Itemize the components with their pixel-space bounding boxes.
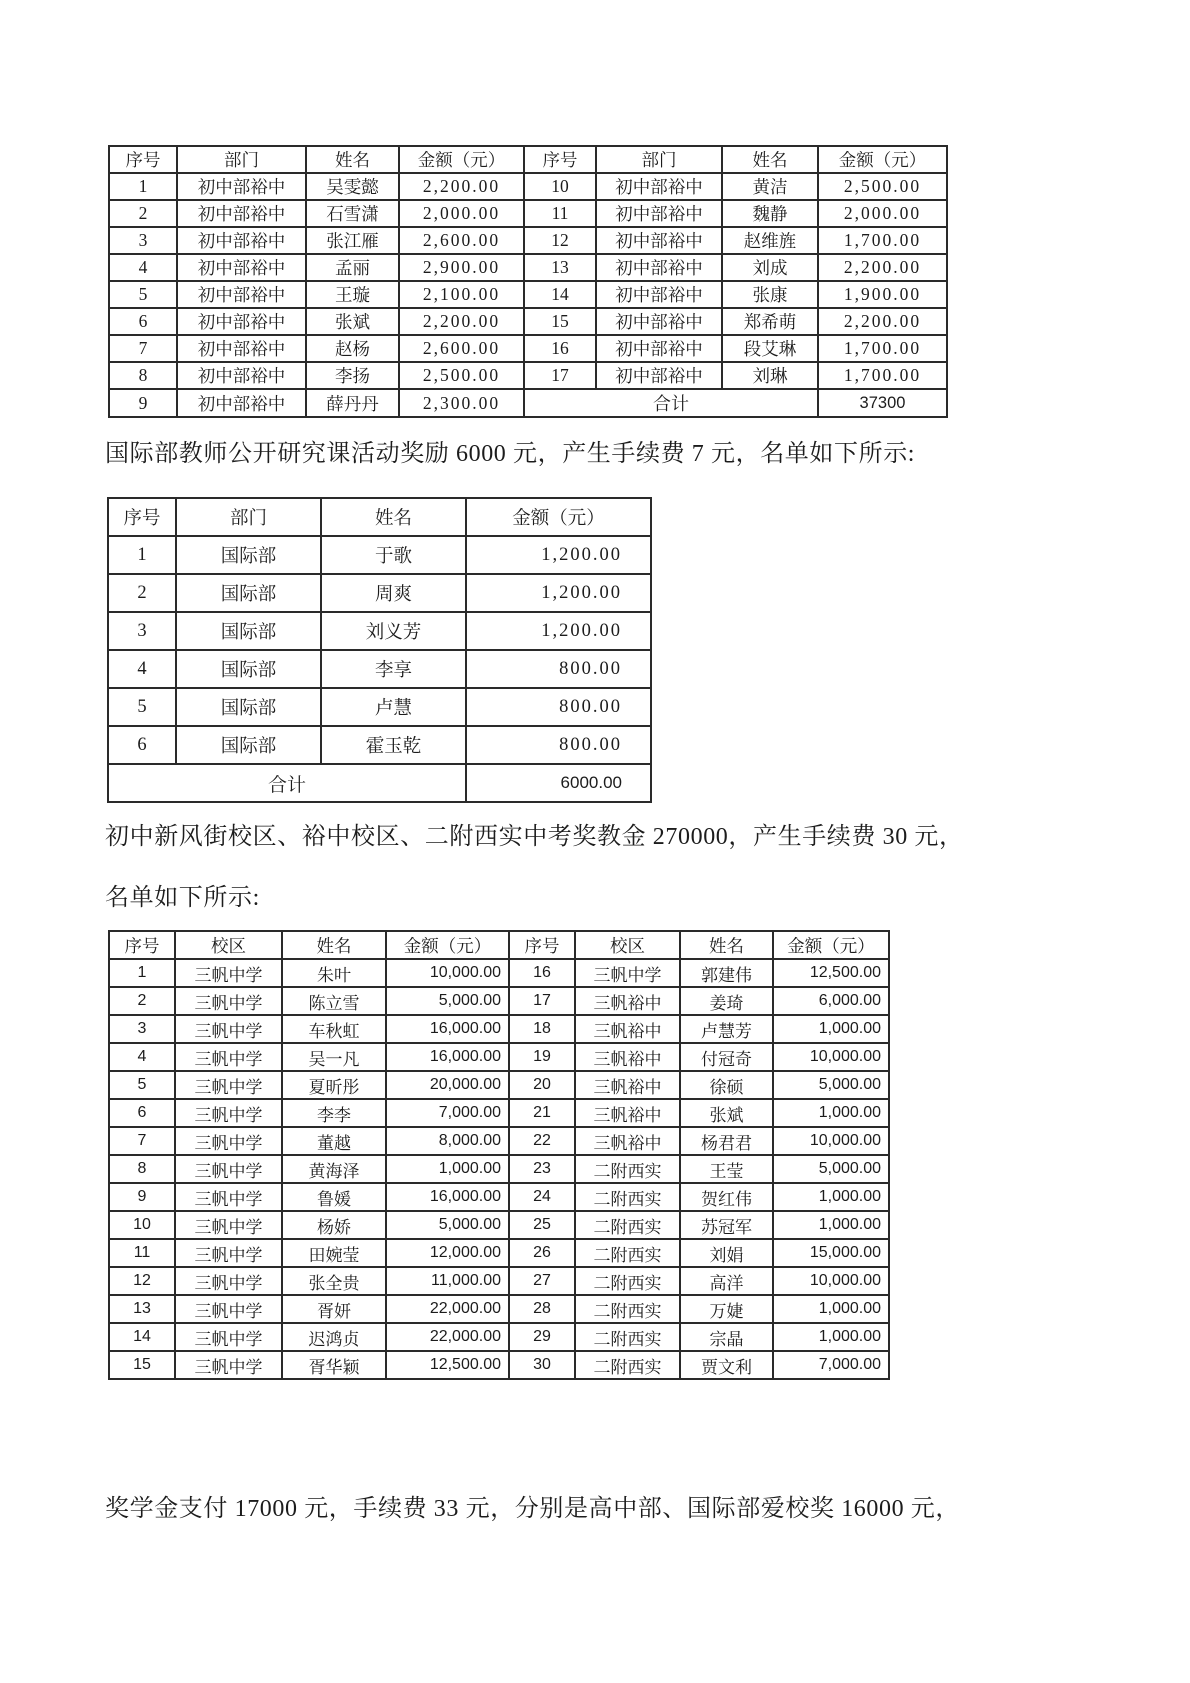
table-cell: 29 — [509, 1323, 575, 1351]
table-cell: 国际部 — [176, 536, 321, 574]
table-row — [109, 1155, 889, 1183]
table-cell: 2,000.00 — [399, 200, 524, 227]
column-header: 姓名 — [722, 146, 818, 173]
table-cell: 4 — [109, 254, 177, 281]
table-cell: 12 — [109, 1267, 175, 1295]
table-cell: 1,200.00 — [466, 574, 651, 612]
table-cell: 三帆中学 — [175, 1211, 282, 1239]
table-cell: 1,000.00 — [773, 1211, 889, 1239]
table-cell: 2,200.00 — [399, 308, 524, 335]
table-cell: 10,000.00 — [773, 1043, 889, 1071]
table-cell: 王莹 — [680, 1155, 773, 1183]
table-cell: 3 — [108, 612, 176, 650]
table-cell: 6,000.00 — [773, 987, 889, 1015]
table-cell: 16 — [524, 335, 596, 362]
table-cell: 王璇 — [306, 281, 399, 308]
table-cell: 2 — [108, 574, 176, 612]
table-cell: 5,000.00 — [773, 1155, 889, 1183]
table-cell: 27 — [509, 1267, 575, 1295]
table-cell: 15 — [524, 308, 596, 335]
table-cell: 30 — [509, 1351, 575, 1379]
table-cell: 5,000.00 — [386, 987, 509, 1015]
table-row — [109, 308, 947, 335]
table-row — [108, 726, 651, 764]
table-cell: 5 — [109, 1071, 175, 1099]
table-cell: 10,000.00 — [773, 1267, 889, 1295]
table-row — [108, 612, 651, 650]
table-cell: 吴雯懿 — [306, 173, 399, 200]
table-cell: 14 — [109, 1323, 175, 1351]
table-cell: 石雪潇 — [306, 200, 399, 227]
table-cell: 28 — [509, 1295, 575, 1323]
table-cell: 初中部裕中 — [177, 389, 306, 417]
table-cell: 姜琦 — [680, 987, 773, 1015]
total-value: 6000.00 — [466, 764, 651, 802]
table-cell: 鲁媛 — [282, 1183, 386, 1211]
table-cell: 2,900.00 — [399, 254, 524, 281]
table-cell: 车秋虹 — [282, 1015, 386, 1043]
table-row — [109, 1239, 889, 1267]
table-cell: 朱叶 — [282, 959, 386, 987]
table-cell: 2,200.00 — [818, 308, 947, 335]
table-cell: 2,100.00 — [399, 281, 524, 308]
table-cell: 20,000.00 — [386, 1071, 509, 1099]
table-cell: 迟鸿贞 — [282, 1323, 386, 1351]
table-cell: 黄海泽 — [282, 1155, 386, 1183]
table-cell: 9 — [109, 1183, 175, 1211]
table-cell: 22,000.00 — [386, 1295, 509, 1323]
paragraph-zhongkao-award-line2: 名单如下所示: — [105, 885, 260, 911]
table-cell: 1 — [108, 536, 176, 574]
table-cell: 吴一凡 — [282, 1043, 386, 1071]
table-cell: 800.00 — [466, 688, 651, 726]
table-cell: 国际部 — [176, 688, 321, 726]
table-cell: 16,000.00 — [386, 1183, 509, 1211]
table-cell: 郭建伟 — [680, 959, 773, 987]
international-dept-table — [107, 497, 652, 803]
table-row — [109, 1295, 889, 1323]
table-cell: 李李 — [282, 1099, 386, 1127]
table-cell: 三帆裕中 — [575, 987, 680, 1015]
total-label: 合计 — [524, 389, 818, 417]
table-cell: 3 — [109, 227, 177, 254]
table-cell: 2 — [109, 200, 177, 227]
table-cell: 12 — [524, 227, 596, 254]
table-cell: 1,900.00 — [818, 281, 947, 308]
table-row — [109, 389, 947, 417]
table-cell: 三帆中学 — [175, 959, 282, 987]
table-cell: 三帆中学 — [175, 1099, 282, 1127]
table-row — [108, 764, 651, 802]
table-cell: 12,000.00 — [386, 1239, 509, 1267]
column-header: 金额（元） — [386, 931, 509, 959]
table-cell: 三帆裕中 — [575, 1015, 680, 1043]
table-cell: 17 — [509, 987, 575, 1015]
table-cell: 1,000.00 — [773, 1295, 889, 1323]
table-cell: 三帆中学 — [175, 1127, 282, 1155]
column-header: 序号 — [108, 498, 176, 536]
table-cell: 5,000.00 — [386, 1211, 509, 1239]
column-header: 序号 — [109, 146, 177, 173]
table-cell: 二附西实 — [575, 1211, 680, 1239]
table-cell: 张斌 — [680, 1099, 773, 1127]
table-cell: 夏昕彤 — [282, 1071, 386, 1099]
table-row — [109, 335, 947, 362]
table-cell: 国际部 — [176, 726, 321, 764]
table-cell: 7 — [109, 335, 177, 362]
table-cell: 初中部裕中 — [596, 227, 722, 254]
table-cell: 郑希萌 — [722, 308, 818, 335]
table-cell: 26 — [509, 1239, 575, 1267]
table-cell: 14 — [524, 281, 596, 308]
table-cell: 三帆中学 — [175, 1295, 282, 1323]
table-cell: 胥妍 — [282, 1295, 386, 1323]
table-cell: 1,700.00 — [818, 362, 947, 389]
column-header: 姓名 — [680, 931, 773, 959]
table-cell: 初中部裕中 — [596, 173, 722, 200]
table-cell: 2,000.00 — [818, 200, 947, 227]
table-cell: 6 — [108, 726, 176, 764]
table-cell: 2,200.00 — [399, 173, 524, 200]
column-header: 部门 — [596, 146, 722, 173]
table-cell: 2 — [109, 987, 175, 1015]
table-cell: 21 — [509, 1099, 575, 1127]
table-cell: 1,700.00 — [818, 335, 947, 362]
table-cell: 初中部裕中 — [596, 281, 722, 308]
table-cell: 9 — [109, 389, 177, 417]
table-cell: 12,500.00 — [386, 1351, 509, 1379]
table-row — [109, 1071, 889, 1099]
column-header: 金额（元） — [773, 931, 889, 959]
table-cell: 1,000.00 — [773, 1183, 889, 1211]
table-cell: 800.00 — [466, 726, 651, 764]
table-cell: 2,500.00 — [399, 362, 524, 389]
table-cell: 20 — [509, 1071, 575, 1099]
paragraph-scholarship: 奖学金支付 17000 元，手续费 33 元，分别是高中部、国际部爱校奖 16000 元， — [105, 1496, 960, 1522]
table-cell: 1,000.00 — [773, 1099, 889, 1127]
column-header: 姓名 — [306, 146, 399, 173]
table-cell: 初中部裕中 — [596, 308, 722, 335]
table-cell: 付冠奇 — [680, 1043, 773, 1071]
table-cell: 刘琳 — [722, 362, 818, 389]
table-cell: 11,000.00 — [386, 1267, 509, 1295]
table-cell: 22,000.00 — [386, 1323, 509, 1351]
table-row — [109, 281, 947, 308]
table-cell: 16,000.00 — [386, 1015, 509, 1043]
table-cell: 贾文利 — [680, 1351, 773, 1379]
table-cell: 段艾琳 — [722, 335, 818, 362]
table-cell: 1 — [109, 173, 177, 200]
table-cell: 初中部裕中 — [177, 173, 306, 200]
column-header: 金额（元） — [818, 146, 947, 173]
column-header: 金额（元） — [466, 498, 651, 536]
table-cell: 1 — [109, 959, 175, 987]
table-cell: 1,000.00 — [773, 1015, 889, 1043]
table-row — [108, 650, 651, 688]
table-cell: 三帆裕中 — [575, 1099, 680, 1127]
table-cell: 二附西实 — [575, 1183, 680, 1211]
table-cell: 7,000.00 — [386, 1099, 509, 1127]
table-cell: 三帆中学 — [175, 1015, 282, 1043]
table-row — [109, 1127, 889, 1155]
table-row — [109, 1043, 889, 1071]
table-cell: 初中部裕中 — [177, 281, 306, 308]
table-cell: 万婕 — [680, 1295, 773, 1323]
table-cell: 10,000.00 — [773, 1127, 889, 1155]
table-cell: 初中部裕中 — [177, 227, 306, 254]
zhongkao-award-table — [108, 930, 890, 1380]
table-cell: 19 — [509, 1043, 575, 1071]
table-cell: 13 — [524, 254, 596, 281]
table-cell: 张全贵 — [282, 1267, 386, 1295]
table-cell: 卢慧芳 — [680, 1015, 773, 1043]
column-header: 部门 — [177, 146, 306, 173]
table-cell: 初中部裕中 — [177, 362, 306, 389]
table-cell: 6 — [109, 308, 177, 335]
total-label: 合计 — [108, 764, 466, 802]
table-row — [109, 173, 947, 200]
table-cell: 三帆中学 — [175, 1323, 282, 1351]
table-cell: 宗晶 — [680, 1323, 773, 1351]
table-cell: 二附西实 — [575, 1295, 680, 1323]
table-row — [108, 574, 651, 612]
table-row — [108, 688, 651, 726]
table-cell: 22 — [509, 1127, 575, 1155]
table-row — [109, 1211, 889, 1239]
table-cell: 5,000.00 — [773, 1071, 889, 1099]
table-cell: 5 — [109, 281, 177, 308]
column-header: 姓名 — [321, 498, 466, 536]
table-cell: 2,500.00 — [818, 173, 947, 200]
table-row — [109, 200, 947, 227]
table-cell: 初中部裕中 — [177, 200, 306, 227]
table-cell: 1,000.00 — [386, 1155, 509, 1183]
table-cell: 初中部裕中 — [596, 335, 722, 362]
table-cell: 24 — [509, 1183, 575, 1211]
column-header: 金额（元） — [399, 146, 524, 173]
table-header-row — [109, 931, 889, 959]
table-cell: 胥华颖 — [282, 1351, 386, 1379]
table-cell: 三帆中学 — [175, 1239, 282, 1267]
table-cell: 2,200.00 — [818, 254, 947, 281]
table-cell: 23 — [509, 1155, 575, 1183]
table-cell: 初中部裕中 — [177, 335, 306, 362]
table-cell: 二附西实 — [575, 1323, 680, 1351]
table-row — [109, 1351, 889, 1379]
table-cell: 董越 — [282, 1127, 386, 1155]
table-cell: 三帆裕中 — [575, 1071, 680, 1099]
table-cell: 8,000.00 — [386, 1127, 509, 1155]
table-cell: 8 — [109, 362, 177, 389]
table-cell: 张江雁 — [306, 227, 399, 254]
table-cell: 三帆中学 — [175, 987, 282, 1015]
table-cell: 刘义芳 — [321, 612, 466, 650]
table-cell: 8 — [109, 1155, 175, 1183]
table-cell: 15 — [109, 1351, 175, 1379]
table-cell: 于歌 — [321, 536, 466, 574]
table-cell: 赵维旌 — [722, 227, 818, 254]
table-cell: 初中部裕中 — [596, 200, 722, 227]
table-cell: 李享 — [321, 650, 466, 688]
table-cell: 三帆中学 — [175, 1267, 282, 1295]
table-cell: 10 — [109, 1211, 175, 1239]
table-cell: 张康 — [722, 281, 818, 308]
table-row — [109, 254, 947, 281]
table-row — [109, 1323, 889, 1351]
column-header: 序号 — [509, 931, 575, 959]
table-cell: 1,200.00 — [466, 612, 651, 650]
table-cell: 杨君君 — [680, 1127, 773, 1155]
column-header: 序号 — [524, 146, 596, 173]
table-cell: 田婉莹 — [282, 1239, 386, 1267]
table-row — [108, 536, 651, 574]
table-cell: 周爽 — [321, 574, 466, 612]
table-cell: 苏冠军 — [680, 1211, 773, 1239]
table-cell: 高洋 — [680, 1267, 773, 1295]
table-row — [109, 227, 947, 254]
table-cell: 800.00 — [466, 650, 651, 688]
table-cell: 16 — [509, 959, 575, 987]
table-cell: 11 — [524, 200, 596, 227]
table-cell: 25 — [509, 1211, 575, 1239]
table-cell: 杨娇 — [282, 1211, 386, 1239]
table-cell: 张斌 — [306, 308, 399, 335]
table-cell: 16,000.00 — [386, 1043, 509, 1071]
table-cell: 1,700.00 — [818, 227, 947, 254]
table-cell: 贺红伟 — [680, 1183, 773, 1211]
table-cell: 三帆中学 — [175, 1071, 282, 1099]
table-row — [109, 1183, 889, 1211]
table-cell: 薛丹丹 — [306, 389, 399, 417]
table-cell: 10 — [524, 173, 596, 200]
column-header: 校区 — [575, 931, 680, 959]
table-cell: 2,300.00 — [399, 389, 524, 417]
column-header: 部门 — [176, 498, 321, 536]
table-cell: 12,500.00 — [773, 959, 889, 987]
table-cell: 二附西实 — [575, 1239, 680, 1267]
table-cell: 二附西实 — [575, 1155, 680, 1183]
column-header: 序号 — [109, 931, 175, 959]
table-cell: 4 — [108, 650, 176, 688]
table-cell: 1,200.00 — [466, 536, 651, 574]
table-cell: 2,600.00 — [399, 335, 524, 362]
table-cell: 黄洁 — [722, 173, 818, 200]
table-cell: 10,000.00 — [386, 959, 509, 987]
table-cell: 初中部裕中 — [596, 254, 722, 281]
table-cell: 三帆裕中 — [575, 1043, 680, 1071]
table-cell: 1,000.00 — [773, 1323, 889, 1351]
table-cell: 国际部 — [176, 612, 321, 650]
paragraph-international-award: 国际部教师公开研究课活动奖励 6000 元，产生手续费 7 元，名单如下所示: — [105, 441, 916, 467]
table-cell: 国际部 — [176, 574, 321, 612]
table-cell: 魏静 — [722, 200, 818, 227]
table-header-row — [109, 146, 947, 173]
table-cell: 二附西实 — [575, 1267, 680, 1295]
table-cell: 初中部裕中 — [596, 362, 722, 389]
table-cell: 4 — [109, 1043, 175, 1071]
table-cell: 三帆中学 — [175, 1043, 282, 1071]
table-cell: 赵杨 — [306, 335, 399, 362]
table-cell: 初中部裕中 — [177, 254, 306, 281]
table-row — [109, 987, 889, 1015]
table-cell: 11 — [109, 1239, 175, 1267]
table-cell: 霍玉乾 — [321, 726, 466, 764]
table-cell: 三帆中学 — [175, 1351, 282, 1379]
table-cell: 18 — [509, 1015, 575, 1043]
teacher-bonus-table — [108, 145, 948, 418]
table-cell: 卢慧 — [321, 688, 466, 726]
table-cell: 刘成 — [722, 254, 818, 281]
table-cell: 刘娟 — [680, 1239, 773, 1267]
table-cell: 15,000.00 — [773, 1239, 889, 1267]
table-cell: 陈立雪 — [282, 987, 386, 1015]
table-row — [109, 959, 889, 987]
table-cell: 2,600.00 — [399, 227, 524, 254]
table-cell: 三帆裕中 — [575, 1127, 680, 1155]
table-row — [109, 1015, 889, 1043]
total-value: 37300 — [818, 389, 947, 417]
table-cell: 初中部裕中 — [177, 308, 306, 335]
table-cell: 二附西实 — [575, 1351, 680, 1379]
table-cell: 7,000.00 — [773, 1351, 889, 1379]
table-cell: 三帆中学 — [575, 959, 680, 987]
table-row — [109, 1099, 889, 1127]
table-cell: 徐硕 — [680, 1071, 773, 1099]
table-cell: 7 — [109, 1127, 175, 1155]
table-cell: 三帆中学 — [175, 1183, 282, 1211]
table-header-row — [108, 498, 651, 536]
table-cell: 6 — [109, 1099, 175, 1127]
table-cell: 3 — [109, 1015, 175, 1043]
table-row — [109, 1267, 889, 1295]
table-cell: 17 — [524, 362, 596, 389]
column-header: 姓名 — [282, 931, 386, 959]
table-row — [109, 362, 947, 389]
table-cell: 国际部 — [176, 650, 321, 688]
table-cell: 5 — [108, 688, 176, 726]
table-cell: 三帆中学 — [175, 1155, 282, 1183]
column-header: 校区 — [175, 931, 282, 959]
table-cell: 孟丽 — [306, 254, 399, 281]
paragraph-zhongkao-award-line1: 初中新风街校区、裕中校区、二附西实中考奖教金 270000，产生手续费 30 元， — [105, 824, 964, 850]
table-cell: 13 — [109, 1295, 175, 1323]
table-cell: 李扬 — [306, 362, 399, 389]
